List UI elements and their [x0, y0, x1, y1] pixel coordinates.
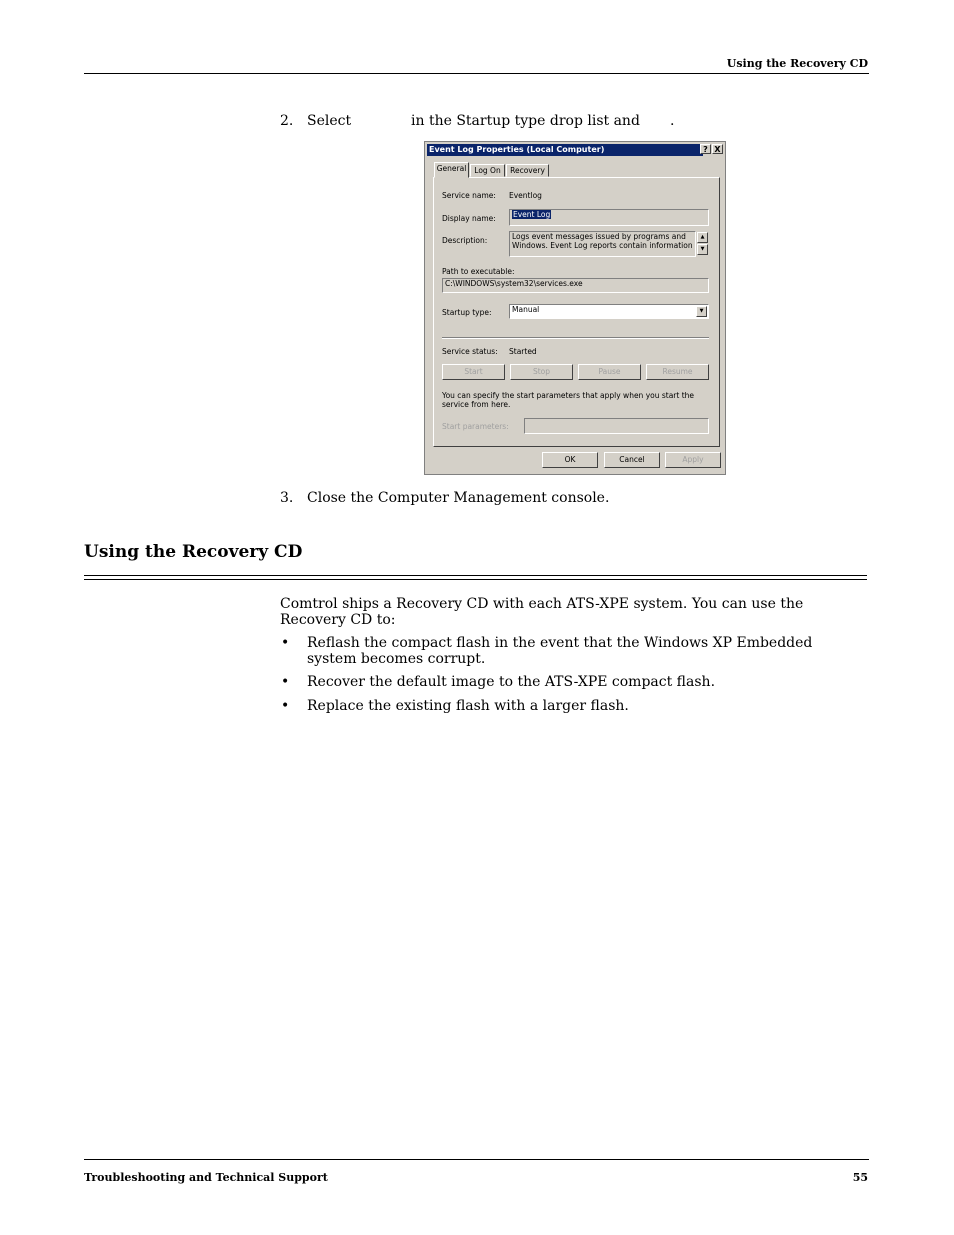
tab-general[interactable]: General: [434, 162, 469, 178]
help-button[interactable]: ?: [700, 144, 711, 154]
tab-recovery[interactable]: Recovery: [506, 164, 549, 177]
description-label: Description:: [442, 236, 488, 245]
path-label: Path to executable:: [442, 267, 515, 276]
step-number: 2.: [280, 113, 294, 129]
service-name-label: Service name:: [442, 191, 496, 200]
bullet-marker: •: [281, 674, 290, 690]
section-rule-bottom: [84, 579, 867, 580]
close-button[interactable]: X: [712, 144, 723, 154]
service-name-value: Eventlog: [509, 191, 542, 200]
step-text-after: in the Startup type drop list and: [411, 113, 640, 129]
start-parameters-label: Start parameters:: [442, 422, 509, 431]
list-item: Recover the default image to the ATS-XPE compact flash.: [307, 674, 716, 690]
path-field: C:\WINDOWS\system32\services.exe: [442, 278, 709, 293]
params-note: You can specify the start parameters that apply when you start the service from here.: [442, 391, 695, 409]
separator: [442, 337, 709, 339]
step-text-end: .: [670, 113, 675, 129]
header-rule: [84, 73, 869, 74]
section-intro: Comtrol ships a Recovery CD with each ATS-XPE system. You can use the Recovery CD to:: [280, 596, 804, 628]
display-name-field[interactable]: [509, 209, 709, 226]
scroll-down-icon[interactable]: ▼: [697, 244, 708, 255]
service-status-label: Service status:: [442, 347, 498, 356]
tab-log-on[interactable]: Log On: [470, 164, 505, 177]
display-name-label: Display name:: [442, 214, 496, 223]
pause-button[interactable]: Pause: [578, 364, 641, 380]
step-text-before: Select: [307, 113, 352, 129]
bullet-marker: •: [281, 635, 290, 651]
running-header: Using the Recovery CD: [726, 57, 868, 70]
step-number: 3.: [280, 490, 294, 506]
dialog-titlebar: Event Log Properties (Local Computer): [427, 144, 703, 156]
apply-button[interactable]: Apply: [665, 452, 721, 468]
chevron-down-icon[interactable]: ▼: [696, 306, 707, 317]
footer-rule: [84, 1159, 869, 1160]
scroll-up-icon[interactable]: ▲: [697, 232, 708, 243]
ok-button[interactable]: OK: [542, 452, 598, 468]
page-number: 55: [852, 1171, 868, 1184]
step-text: Close the Computer Management console.: [307, 490, 610, 506]
service-status-value: Started: [509, 347, 537, 356]
section-title: Using the Recovery CD: [84, 542, 303, 562]
startup-type-label: Startup type:: [442, 308, 492, 317]
resume-button[interactable]: Resume: [646, 364, 709, 380]
display-name-value: Event Log: [513, 210, 551, 219]
event-log-properties-dialog: [424, 141, 726, 475]
bullet-marker: •: [281, 698, 290, 714]
footer-chapter-title: Troubleshooting and Technical Support: [84, 1171, 328, 1184]
list-item: Reflash the compact flash in the event that the Windows XP Embedded system becomes corrupt.: [307, 635, 813, 667]
list-item: Replace the existing flash with a larger flash.: [307, 698, 629, 714]
stop-button[interactable]: Stop: [510, 364, 573, 380]
cancel-button[interactable]: Cancel: [604, 452, 660, 468]
section-rule-top: [84, 575, 867, 576]
start-button[interactable]: Start: [442, 364, 505, 380]
description-field[interactable]: Logs event messages issued by programs and Windows. Event Log reports contain information: [509, 231, 696, 257]
start-parameters-input[interactable]: [524, 418, 709, 434]
startup-type-select[interactable]: Manual: [509, 304, 709, 319]
